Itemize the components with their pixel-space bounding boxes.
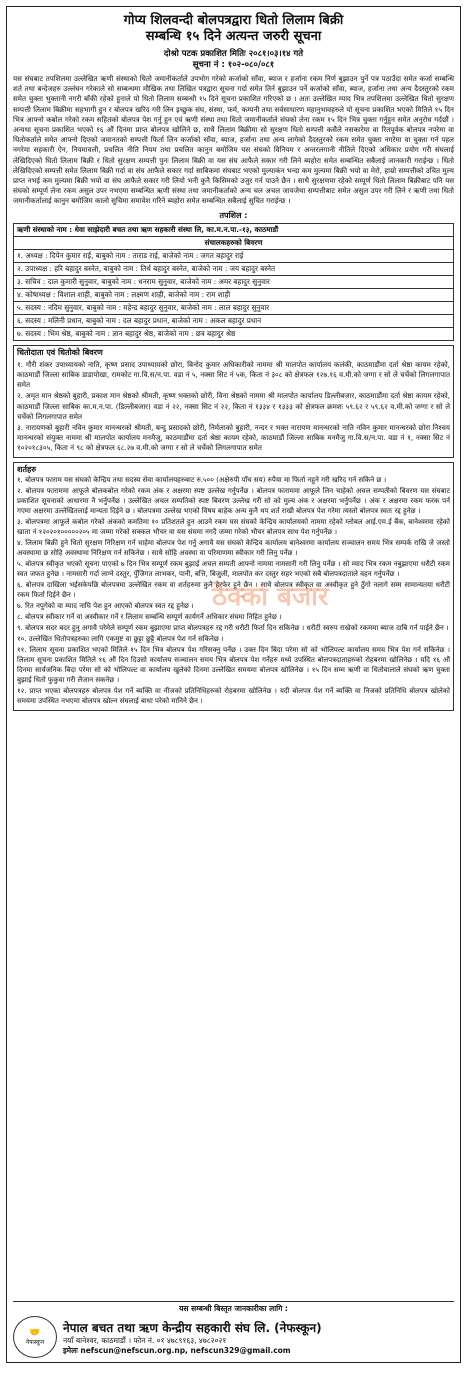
board-row: २. उपाध्यक्ष : हरि बहादुर बस्नेत, बाबुको नाम : तिर्थ बहादुर बस्नेत, बाजेको नाम : जय बहादुर बस्नेत <box>14 262 454 275</box>
org-name: नेपाल बचत तथा ऋण केन्द्रीय सहकारी संघ लि. (नेफस्कून) <box>63 1320 322 1335</box>
notice-page <box>6 6 461 1363</box>
board-row: ४. कोषाध्यक्ष : विशाल शाही, बाबुको नाम : लक्ष्मण शाही, बाजेको नाम : राम शाही <box>14 288 454 301</box>
collateral-item: १. गौरी शंकर उपाध्यायको नाति, कृष्ण प्रसाद उपाध्यायको छोरा, बिनोद कुमार अधिकारीको नाममा श्री मालपोत कार्यालय कलंकी, काठमाडौंमा दर्ता श्रेष्ठा कायम रहेको, काठमाडौं जिल्ला साबिक डाडापोखा, रामकोट गा.वि.स/न.पा. वडा नं ५, नक्सा सिट नं ५क, किता नं ३०८ को क्षेत्रफल १२७.१६ व.मी.को जग्गा र सो ले चर्चेको लिगलगापात समेत <box>17 359 450 390</box>
board-row: १. अध्यक्ष : दिपेन कुमार राई, बाबुको नाम : ताराड राई, बाजेको नाम : जगत बहादुर राई <box>14 249 454 262</box>
board-row: ६. सदस्य : मलिनी प्रधान, बाबुको नाम : दल बहादुर प्रधान, बाजेको नाम : अकल बहादुर प्रधान <box>14 314 454 327</box>
term-item: ९. बोलपत्र सदर बदर हुनु अगावै परेमेले सम्पूर्ण रकम बुझाएमा प्राप्त बोलपत्रहरु रद्द गरी धरौटी फिर्ता दिन सकिनेछ । धरौटी स्वरुप राखेको रकममा ब्याज दाबि गर्न पाईने छैन । <box>17 623 449 632</box>
terms-heading: शर्तहरु <box>17 464 37 474</box>
contact-footer <box>13 1301 454 1358</box>
term-item: ११. लिलाम सूचना प्रकाशित भएको मितिले १५ दिन भित्र बोलपत्र पेश गरिसक्नु पर्नेछ । उक्त दिन बिदा परेमा सो को भोलिपल्ट कार्यालय समय भित्र पेश गर्न सकिनेछ । लिलाम सूचना प्रकाशित मितिले १६ औं दिन दिउसो कार्यालय सञ्चालन समय भित्र बोलपत्र पेश गर्नेहरु मध्ये उपस्थित बोलपत्रदाताहरुको रोहबरमा खोलिनेछ । यदि १६ औं दिनमा सार्वजनिक बिदा परेमा सो को भोलिपल्ट वा कार्यालय खुलेको दिनमा उल्लेखित समयमा बोलपत्र खोलिनेछ । १५ दिन सम्म ऋणी वा धितोवालाले संघको ऋण चुक्ता बुझाई धितो फुकुवा गरी लैजान सकनेछ । <box>17 645 450 684</box>
title-line-1: गोप्य शिलवन्दी बोलपत्रद्वारा धितो लिलाम बिक्री <box>123 13 344 28</box>
collateral-item: ३. नारायणको बुहारी नविन कुमार मानन्धरको श्रीमती, बन्दु प्रसादको छोरी, निर्मलाको बुहारी, नन्दर र भक्त नारायण मानन्धरको नाति नविन कुमार मानन्धरको छोरा निश्चय मानन्धरको संयुक्त नाममा श्री मालपोत कार्यालय मनमैजु, काठमाडौंमा दर्ता श्रेष्ठा कायम रहेको, काठमाडौं जिल्ला साबिक मनमैजु गा.वि.स/न.पा. वडा नं १, नक्सा सिट नं १०२०१८३०५, किता नं ९८ को क्षेत्रफल ६८.२७ व.मी.को जग्गा र सो ले चर्चेको लिगलगापात समेत <box>17 423 450 453</box>
collateral-item: २. अमृत मान श्रेष्ठको बुहारी, प्रकाश मान श्रेष्ठको श्रीमती, कृष्ण भक्तको छोरी, विना श्रेष्ठको नाममा श्री मालपोत कार्यालय डिल्लीबजार, काठमाडौंमा दर्ता श्रेष्ठा कायम रहेको, काठमाडौं जिल्ला साबिक का.म.न.पा. (डिल्लीबजार) वडा नं २२, नक्सा सिट नं २२, किता नं १३३४ र १३३३ को क्षेत्रफल क्रमशः ५९.६२ र ५९.६२ व.मी.को जग्गा र सो ले चर्चेको लिगलगापात समेत <box>17 391 450 421</box>
title-line-2: सम्बन्धि १५ दिने अत्यन्त जरुरी सूचना <box>145 29 322 44</box>
notice-title <box>13 13 454 45</box>
logo-text: नेफस्कून <box>25 1339 45 1346</box>
term-item: १. बोलपत्र फाराम यस संघको केन्द्रिय तथा सदस्य सेवा कार्यालयहरुबाट रु.५०० (अक्षेरुपी पाँच सय) रुपैया मा फिर्ता नहुने गरी खरिद गर्न सकिने छ । <box>17 475 387 484</box>
tapsil-heading: तपशिल : <box>219 210 248 220</box>
term-item: ८. बोलपत्र स्वीकार गर्ने वा अस्वीकार गर्ने र लिलाम सम्बन्धि सम्पूर्ण कार्यगर्ने अधिकार संघमा निहित हुनेछ । <box>17 612 282 621</box>
borrower-table <box>13 223 454 341</box>
collateral-heading: धितोदाता एवं धितोको बिवरण <box>17 347 103 357</box>
org-email[interactable]: इमेलः nefscun@nefscun.org.np, nefscun329@gmail.com <box>63 1345 291 1355</box>
term-item: १२. प्राप्त भएका बोलपत्रहरु बोलपत्र पेश गर्ने ब्यक्ति वा नीजको प्रतिनिधिहरुको रोहबरमा खोलिनेछ । यदी बोलपत्र पेश गर्ने ब्यक्ति वा निजको प्रतिनिधि बोलपत्र खोलेको समयमा उपस्थित नभएमा बोलपत्र खोल्न संघलाई बाधा परेको मानिने छैन । <box>17 686 450 705</box>
board-heading: संचालकहरुको बिवरण <box>14 236 454 249</box>
nefscun-logo <box>13 1316 57 1358</box>
term-item: ४. लिलाम बिक्री हुने धितो सुरक्षण निरिक्षण गर्न चाहेमा बोलपत्र पेश गर्नु अगावै यस संघको केन्द्रिय कार्यालय बानेश्वरमा कार्यालय सञ्चालन समय भित्र सम्पर्क राखि जे जस्तो अवस्थामा छ सोहि अवस्थामा निरिक्षण गर्न सकिनेछ । साथै सोहि अवस्था वा परिमाणमा स्वीकार गरी लिनु पर्नेछ । <box>17 538 450 557</box>
intro-paragraph: यस संघबाट तपशिलमा उल्लेखित ऋणी संस्थाको धितो जमानीकर्ताले उपभोग गरेको कर्जाको साँवा, ब्याज र हर्जाना रकम निर्ण बुझाउन पुर्ने पत्र पठाउँदा समेत कर्जा सम्बन्धि शर्त तथा बन्देजहरु उल्लंघन गरेकाले सो सम्बन्धमा मौखिक तथा लिखित पत्रद्वारा सूचना गर्दा समेत तिर्न बुझाउन पर्ने कर्जाको साँवा, ब्याज, हर्जाना तथा अन्य दैदस्तुरको रकम समेत चुक्ता भुक्तानी नगरी बाँकी रहेको हुनाले यो धितो लिलाम सम्बन्धी १५ दिने सूचना प्रकाशित गरिएको छ । अतः उल्लेखित म्याद भित्र तपशिलमा उल्लेखित धितो सुरक्षण सम्पत्ती लिलाम बिक्रीमा सहभागी हुन र बोलपत्र खरिद गरी लिन इच्छुक संघ, संस्था, फर्म, कम्पनी तथा सर्वसाधारण महानुभावहरुले यो सूचना प्रकाशित भएको मितिले १५ दिन भित्र आफ्नो कबोल गरेको रकम सहितको बोलपत्र पेश गर्नु हुन एवं ऋणी संस्था तथा धितो जमानीकर्ताले संघको लेना रकम १५ दिन भित्र चुक्ता गर्नुहुन समेत अनुरोध गर्दछौं । अन्यथा सूचना प्रकाशित भएको १६ औं दिनमा प्राप्त बोलपत्र खोलिने छ, साथै लिलाम बिक्रीमा सो सुरक्षण धितो सम्पत्ती कसैले नसकारेमा वा रितपूर्वक बोलपत्र नपरेमा वा धितोकर्ताले समेत आफ्नो दिएको जमानतको सम्पत्ती फिर्ता लिन कर्जाको साँवा, ब्याज, हर्जाना तथा अन्य लागेको दैदस्तुरको रकम समेत चुक्ता नगरेमा वा चुक्ता गर्न पहल नगरेमा सहकारी ऐन, नियमावली, प्रचलित नीति नियम तथा प्रचलित कानुन बमोजिम यस संघको विनियम र अन्तरलगानी नीतिले दिएको अधिकार प्रयोग गरी संघलाई लेखिदिएको धितो लिलाम बिक्री र धितो सुरक्षण सम्पत्ती पुनः लिलाम बिक्री वा यस संघ आफैले सकार गरी लिने ब्यहोरा समेत सम्बन्धित सबैलाई जानकारी गराईन्छ । धितो लेखिदिएको सम्पत्ती समेत लिलाम बिक्री गर्दा वा संघ आफैले सकार गर्दा साबिकमा संघबाट भएको मुल्याकंन भन्दा कम मुल्यमा बिक्री भयो वा मेरो, हाम्रो सम्पत्तीको उचित मुल्य प्राप्त नभई कम मुल्यमा बिक्री भयो वा संघ आफैले सकार गरी लियो भनी कुनै किसिमको उजुर गर्न पाउने छैन । साथै सुरक्षणमा रहेको सम्पूर्ण धितो लिलाम बिक्रीबाट पनि यस संघको सम्पूर्ण लेना रकम असुल उपर नभएमा सम्बन्धित ऋणी संस्था तथा जमानीकर्ताको अन्य चल अचल जायजेथा सम्पत्तीबाट समेत असुल उपर गरी लिने र ऋणी तथा धितो जमानीकर्तालाई कानुन बमोजिम कालो सुचिमा समावेश गरिने ब्यहोरा समेत सम्बन्धित सबैलाई सुचित गराईन्छ । <box>13 74 454 206</box>
published-date: दोश्रो पटक प्रकाशित मितिः २०८१।०३।१४ गते <box>163 49 304 59</box>
terms-section <box>13 462 454 711</box>
board-row: ५. सदस्य : नदिम सुनुवार, बाबुको नाम : महेन्द्र बहादुर सुनुवार, बाजेको नाम : लाल बहादुर सुनुवार <box>14 301 454 314</box>
term-item: ७. रित नपुगेको वा म्याद नाघि पेश हुन आएको बोलपत्र स्वत रद्द हुनेछ । <box>17 601 194 610</box>
board-row: ३. सचिव : दाल कुमारी सुनुवार, बाबुको नाम : धनराम सुनुवार, बाजेको नाम : अमर बहादुर सुनुवार <box>14 275 454 288</box>
term-item: ५. बोलपत्र स्वीकृत भएको सूचना पाएको ७ दिन भित्र सम्पूर्ण रकम बुझाई अचल सम्पती आफ्नो नाममा नामसारी गरी लिनु पर्नेछ । सो म्याद भित्र रकम नबुझाएमा धरौटी रकम स्वत जफत हुनेछ । नामसारी गर्दा लाग्ने दस्तुर, पुँजिगत लाभकर, पानी, बत्ति, बिजुली, मालपोत कर दस्तुर सहर भएको सबै बोलपत्रदाताले वहन गर्नुपर्नेछ । <box>17 559 450 578</box>
borrower-name: ऋणी संस्थाको नाम : धेवा साझेदारी बचत तथा ऋण सहकारी संस्था लि, का.म.न.पा.-१३, काठमाडौं <box>14 223 454 236</box>
board-row: ७. सदस्य : भिम श्रेष्ठ, बाबुको नाम : ज्ञान बहादुर श्रेष्ठ, बाजेको नाम : छत्र बहादुर श्रेष्ठ <box>14 327 454 340</box>
handshake-icon: 🤝 <box>29 1328 41 1338</box>
watermark: ठेक्का बजार <box>212 582 329 612</box>
term-item: ६. बोलपत्र दाखिला भईसकेपछि बोलपत्रमा उल्लेखित रकम वा शर्तहरुमा कुनै हेरफेर हुने छैन । साथै बोलपत्र स्वीकृत वा अस्वीकृत हुने ठुँगो नलागे सम्म सामान्यतया धरौटी रकम फिर्ता दिईने छैन । <box>17 580 450 599</box>
collateral-section <box>13 345 454 458</box>
contact-heading: यस सम्बन्धी बिस्तृत जानकारीका लागि : <box>179 1304 288 1313</box>
term-item: १०. उल्लेखित धितोपत्रहरुका लागि एकमुष्ट वा छुट्टा छुट्टै बोलपत्र पेश गर्न सकिनेछ । <box>17 634 224 643</box>
term-item: २. बोलपत्र फाराममा आफूले बोलकबोल गरेको रकम अंक र अक्षरमा स्पष्ट उल्लेख गर्नुपर्नेछ । बोलपत्र फाराममा आफूले लिन चाहेको अचल सम्पतीको बिवरण यस संघबाट प्रकाशित सूचनाको आधारमा नै भर्नुपर्नेछ । उल्लेखित अचल सम्पतिको स्पष्ट बिवरण उल्लेख गरी सो को मुल्य अंक र अक्षरमा भर्नुपर्नेछ । अंक र अक्षरमा रकम फरक पर्न गएमा अक्षरमा उल्लेखितलाई मान्यता दिईने छ । बोलपत्रमा उल्लेख भएको विषय बाहेक अन्य कुनै थप शर्त राखी बोलपत्र पेश गरेमा त्यस्तो बोलपत्र स्वतः रद्द हुनेछ । <box>17 486 450 515</box>
org-address: नयाँ बानेश्वर, काठमाडौं । फोन नं. ०१ ४७८९१६३, ४७८२०२१ <box>63 1335 227 1345</box>
notice-number: सूचना नं : १०२-०८०/०८१ <box>192 60 275 70</box>
term-item: ३. बोलपत्रमा आफूले कबोल गरेको अंकको कमतिमा १० प्रतिशतले हुन आउने रकम यस संघको केन्द्रिय कार्यालयको नाममा रहेको ग्लोबल आई.एम.ई बैंक, बानेश्वरमा रहेको खाता नं १२०२०१०००००२०५ मा जम्मा गरेको सक्कल भौचर वा यस संघमा नगदै जम्मा गरेको भौचर बोलपत्र साथ पेश गर्नुपर्नेछ । <box>17 517 450 536</box>
